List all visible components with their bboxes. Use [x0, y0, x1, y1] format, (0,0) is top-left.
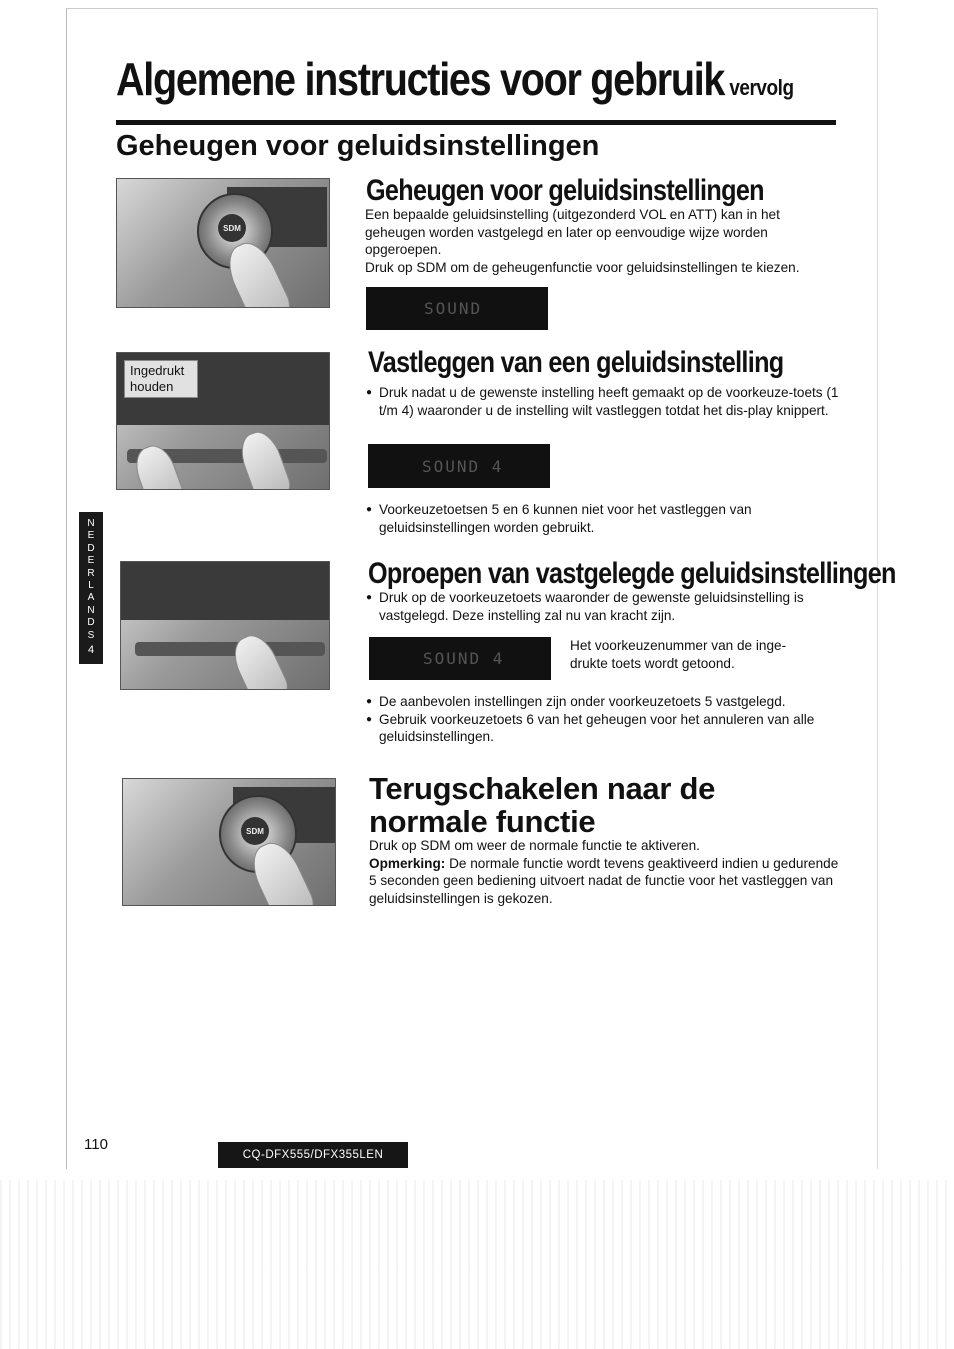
return-instruction: Druk op SDM om weer de normale functie te aktiveren. — [369, 838, 700, 853]
return-heading-line2: normale functie — [369, 804, 596, 840]
page-title: Algemene instructies voor gebruik vervolg — [116, 53, 794, 105]
memory-heading: Geheugen voor geluidsinstellingen — [366, 174, 764, 207]
memory-instruction: Druk op SDM om de geheugenfunctie voor geluidsinstellingen te kiezen. — [365, 259, 800, 275]
store-heading: Vastleggen van een geluidsinstelling — [368, 346, 784, 379]
photo-sdm-return — [122, 778, 336, 906]
lcd-display-sound: SOUND — [366, 287, 548, 330]
photo-preset-hold — [116, 352, 330, 490]
section-heading: Geheugen voor geluidsinstellingen — [116, 130, 600, 162]
language-tab-letters: N E D E R L A N D S — [87, 518, 95, 641]
recall-step: ● Druk op de voorkeuzetoets waaronder de gewenste geluidsinstelling is vastgelegd. Deze instelling zal nu van kracht zijn. — [366, 589, 841, 624]
title-rule — [116, 120, 836, 125]
note-label: Opmerking: — [369, 855, 446, 871]
store-notes — [366, 501, 841, 536]
hold-label: Ingedrukt houden — [124, 360, 198, 398]
photo-preset-press — [120, 561, 330, 690]
return-body — [369, 837, 844, 907]
sdm-button-label: SDM — [241, 817, 269, 845]
memory-intro — [365, 206, 840, 276]
model-code: CQ-DFX555/DFX355LEN — [218, 1142, 408, 1168]
store-note: ● Voorkeuzetoetsen 5 en 6 kunnen niet voor het vastleggen van geluidsinstellingen worden gebruikt. — [366, 501, 841, 536]
return-note — [369, 855, 844, 908]
recall-note: ● Gebruik voorkeuzetoets 6 van het geheugen voor het annuleren van alle geluidsinstellingen. — [366, 711, 844, 746]
return-heading-line1: Terugschakelen naar de — [369, 771, 716, 806]
lcd-display-sound-4-blink: SOUND 4 — [368, 444, 550, 488]
photo-sdm-button — [116, 178, 330, 308]
memory-intro-text: Een bepaalde geluidsinstelling (uitgezonderd VOL en ATT) kan in het geheugen worden vastgelegd en later op eenvoudige wijze worden opgeroepen. — [365, 207, 780, 257]
page-number: 110 — [84, 1136, 108, 1153]
lcd-display-sound-4: SOUND 4 — [369, 637, 551, 680]
sdm-button-label: SDM — [218, 214, 246, 242]
store-step: ● Druk nadat u de gewenste instelling heeft gemaakt op de voorkeuze-toets (1 t/m 4) waaronder u de instelling wilt vastleggen totdat het dis-play knippert. — [366, 384, 841, 419]
recall-steps — [366, 589, 841, 624]
display-caption: Het voorkeuzenummer van de inge-drukte toets wordt getoond. — [570, 638, 787, 671]
store-steps — [366, 384, 841, 419]
title-suffix: vervolg — [729, 75, 794, 100]
recall-heading: Oproepen van vastgelegde geluidsinstellingen — [368, 557, 896, 590]
language-tab — [79, 512, 103, 664]
return-heading — [369, 772, 715, 839]
language-tab-number: 4 — [87, 643, 95, 656]
scan-hatch — [0, 1180, 954, 1349]
recall-notes — [366, 693, 844, 746]
note-text: De normale functie wordt tevens geaktiveerd indien u gedurende 5 seconden geen bediening uitvoert nadat de functie voor het vastleggen van geluidsinstellingen is gekozen. — [369, 855, 839, 906]
recall-note: ● De aanbevolen instellingen zijn onder voorkeuzetoets 5 vastgelegd. — [366, 693, 844, 711]
